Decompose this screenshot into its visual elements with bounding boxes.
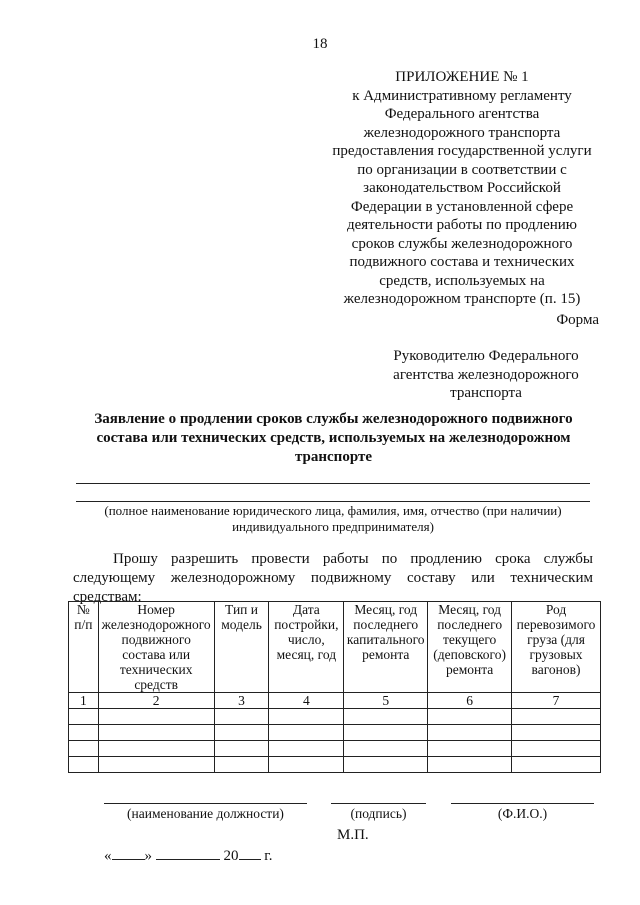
- column-number: 1: [69, 693, 99, 709]
- appendix-line: предоставления государственной услуги: [332, 143, 592, 159]
- request-paragraph: [73, 550, 593, 607]
- table-cell[interactable]: [512, 725, 601, 741]
- table-cell[interactable]: [269, 757, 344, 773]
- signature-label: (подпись): [350, 806, 407, 821]
- column-number: 7: [512, 693, 601, 709]
- appendix-line: железнодорожного транспорта: [363, 124, 561, 141]
- appendix-line: по организации в соответствии с: [357, 161, 567, 178]
- table-cell[interactable]: [269, 741, 344, 757]
- addressee-line: транспорта: [450, 385, 522, 401]
- table-header-row: [69, 602, 601, 693]
- table-row: [69, 709, 601, 725]
- column-header-capital-repair: Месяц, год последнего капитального ремонта: [344, 602, 428, 693]
- applicant-name-line: [76, 501, 590, 502]
- appendix-line: к Административному регламенту: [352, 87, 572, 104]
- date-line: [104, 845, 272, 865]
- table-cell[interactable]: [512, 709, 601, 725]
- column-number: 6: [428, 693, 512, 709]
- signature-line[interactable]: [331, 803, 426, 804]
- request-line: Прошу разрешить провести работы по продлению срока службы: [113, 551, 593, 567]
- title-line: транспорте: [294, 449, 372, 465]
- table-cell[interactable]: [269, 725, 344, 741]
- table-cell[interactable]: [98, 757, 214, 773]
- date-open-quote: «: [104, 848, 112, 864]
- form-label: Форма: [556, 312, 599, 328]
- request-line: следующему железнодорожному подвижному составу или техническим: [73, 570, 593, 586]
- appendix-line: ПРИЛОЖЕНИЕ № 1: [395, 69, 529, 85]
- table-cell[interactable]: [214, 709, 269, 725]
- title-line: состава или технических средств, используемых на железнодорожном: [96, 430, 571, 446]
- title-line: Заявление о продлении сроков службы железнодорожного подвижного: [94, 411, 573, 427]
- column-header-number: № п/п: [69, 602, 99, 693]
- day-blank[interactable]: [112, 845, 145, 860]
- addressee-line: Руководителю Федерального: [393, 348, 579, 364]
- applicant-note-line: индивидуального предпринимателя): [232, 519, 434, 534]
- table-cell[interactable]: [69, 709, 99, 725]
- column-header-current-repair: Месяц, год последнего текущего (деповского) ремонта: [428, 602, 512, 693]
- appendix-line: подвижного состава и технических: [349, 254, 575, 270]
- appendix-line: деятельности работы по продлению: [346, 217, 577, 233]
- table-cell[interactable]: [344, 725, 428, 741]
- date-century: 20: [223, 848, 239, 864]
- table-row: [69, 741, 601, 757]
- position-label: (наименование должности): [127, 806, 284, 821]
- month-blank[interactable]: [156, 845, 220, 860]
- column-header-type-model: Тип и модель: [214, 602, 269, 693]
- table-row: [69, 757, 601, 773]
- table-cell[interactable]: [344, 757, 428, 773]
- table-cell[interactable]: [344, 709, 428, 725]
- applicant-note-line: (полное наименование юридического лица, фамилия, имя, отчество (при наличии): [104, 503, 562, 518]
- date-close-quote: »: [144, 848, 152, 864]
- table-cell[interactable]: [214, 741, 269, 757]
- table-row: [69, 725, 601, 741]
- column-header-vehicle-number: Номер железнодорожного подвижного состава или технических средств: [98, 602, 214, 693]
- addressee-block: [368, 347, 604, 403]
- column-number: 3: [214, 693, 269, 709]
- table-cell[interactable]: [98, 725, 214, 741]
- table-cell[interactable]: [512, 757, 601, 773]
- table-cell[interactable]: [428, 757, 512, 773]
- appendix-line: законодательством Российской: [363, 180, 561, 196]
- appendix-block: [316, 68, 608, 309]
- column-number: 5: [344, 693, 428, 709]
- table-cell[interactable]: [428, 725, 512, 741]
- table-cell[interactable]: [69, 757, 99, 773]
- column-number: 4: [269, 693, 344, 709]
- applicant-name-line: [76, 483, 590, 484]
- appendix-line: сроков службы железнодорожного: [351, 235, 573, 252]
- name-line[interactable]: [451, 803, 594, 804]
- table-cell[interactable]: [428, 709, 512, 725]
- table-cell[interactable]: [214, 757, 269, 773]
- table-cell[interactable]: [98, 709, 214, 725]
- applicant-note: [76, 503, 590, 535]
- vehicles-table: [68, 601, 601, 773]
- table-cell[interactable]: [269, 709, 344, 725]
- request-line: средствам:: [73, 589, 142, 605]
- column-number-row: [69, 693, 601, 709]
- document-title: [70, 410, 597, 467]
- appendix-line: средств, используемых на: [379, 272, 545, 289]
- stamp-label: М.П.: [337, 827, 369, 843]
- name-label: (Ф.И.О.): [497, 806, 548, 821]
- appendix-line: железнодорожном транспорте (п. 15): [343, 291, 581, 307]
- date-year-suffix: г.: [264, 848, 273, 864]
- table-cell[interactable]: [69, 725, 99, 741]
- appendix-line: Федерации в установленной сфере: [350, 198, 574, 215]
- column-header-cargo-type: Род перевозимого груза (для грузовых вагонов): [512, 602, 601, 693]
- page-number: 18: [312, 36, 328, 52]
- table-cell[interactable]: [69, 741, 99, 757]
- table-cell[interactable]: [214, 725, 269, 741]
- column-header-build-date: Дата постройки, число, месяц, год: [269, 602, 344, 693]
- year-blank[interactable]: [239, 845, 261, 860]
- table-cell[interactable]: [428, 741, 512, 757]
- table-cell[interactable]: [512, 741, 601, 757]
- table-cell[interactable]: [98, 741, 214, 757]
- position-line[interactable]: [104, 803, 307, 804]
- appendix-line: Федерального агентства: [384, 106, 540, 122]
- table-cell[interactable]: [344, 741, 428, 757]
- column-number: 2: [98, 693, 214, 709]
- addressee-line: агентства железнодорожного: [393, 366, 579, 383]
